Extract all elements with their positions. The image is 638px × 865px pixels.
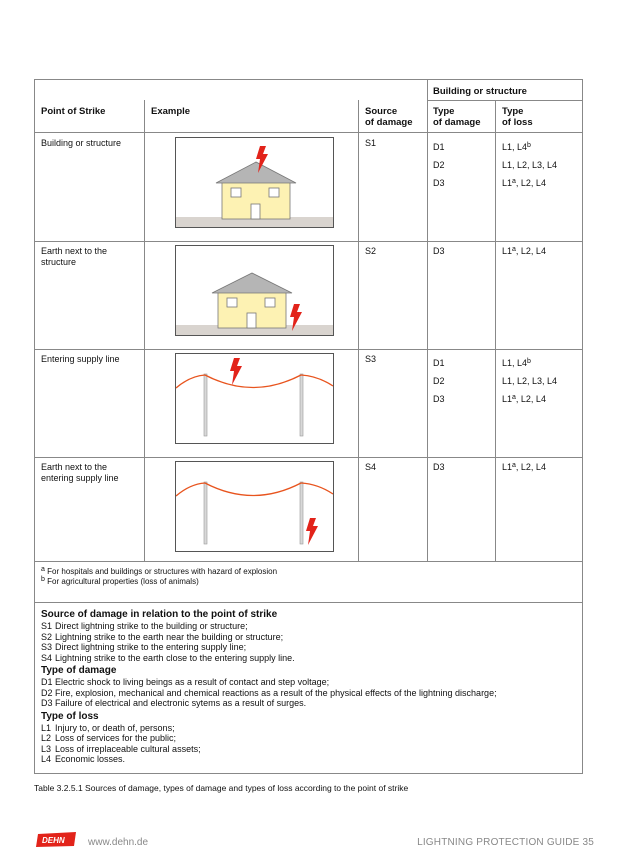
svg-text:DEHN: DEHN <box>42 836 65 845</box>
illustration-strike-earth-near-building <box>175 245 334 336</box>
source-heading: Source of damage in relation to the point of strike <box>41 609 278 620</box>
group-header: Building or structure <box>433 86 527 97</box>
source-code: S1 <box>365 138 377 148</box>
illustration-strike-earth-near-supply-line <box>175 461 334 552</box>
illustration-strike-building <box>175 137 334 228</box>
footer-title: LIGHTNING PROTECTION GUIDE 35 <box>417 837 594 848</box>
point-of-strike: Earth next to the structure <box>41 246 108 267</box>
col-header-source: Source of damage <box>365 106 413 128</box>
loss-types: L1, L4$^b$ L1, L2, L3, L4 L1$^a$, L2, L4 <box>502 358 558 404</box>
loss-types: L1$^a$, L2, L4 <box>502 462 546 472</box>
damage-types: D3 <box>433 462 445 472</box>
footnote-a: $^a$ For hospitals and buildings or structures with hazard of explosion <box>41 566 278 576</box>
illustration-strike-supply-line <box>175 353 334 444</box>
dehn-logo <box>34 830 78 848</box>
point-of-strike: Earth next to the entering supply line <box>41 462 119 483</box>
loss-types: L1$^a$, L2, L4 <box>502 246 546 256</box>
col-header-example: Example <box>151 106 191 117</box>
loss-heading: Type of loss <box>41 710 99 722</box>
loss-types: L1, L4$^b$ L1, L2, L3, L4 L1$^a$, L2, L4 <box>502 142 558 188</box>
damage-table <box>34 79 583 774</box>
damage-types: D3 <box>433 246 445 256</box>
source-code: S4 <box>365 462 377 472</box>
footnotes <box>41 567 277 587</box>
source-code: S3 <box>365 354 377 364</box>
source-code: S2 <box>365 246 377 256</box>
footnote-b: $^b$ For agricultural properties (loss of animals) <box>41 576 199 586</box>
legend-description: Source of damage in relation to the point of strike S1 Direct lightning strike to the building or structure; S2 Lightning strike to the earth near the building or structure; S3 Direct lightning strike to the entering supply line; S4 Lightning strike to the earth close to the entering supply line. Type of damage D1 Electric shock to living beings as a result of contact and step voltage; D2 Fire, explosion, mechanical and chemical reactions as a result of the physical effects of the lightning discharge; D3 Failure of electrical and electronic sytems as a result of surges. Type of loss L1 Injury to, or death of, persons; L2 Loss of services for the public; L3 Loss of irreplaceable cultural assets; L4 Economic losses. <box>41 609 497 764</box>
point-of-strike: Building or structure <box>41 138 122 148</box>
col-header-type-loss: Type of loss <box>502 106 533 128</box>
table-caption: Table 3.2.5.1 Sources of damage, types of damage and types of loss according to the point of strike <box>34 783 409 793</box>
damage-heading: Type of damage <box>41 665 117 676</box>
damage-types: D1 D2 D3 <box>433 142 445 188</box>
point-of-strike: Entering supply line <box>41 354 120 364</box>
col-header-point: Point of Strike <box>41 106 106 117</box>
damage-types: D1 D2 D3 <box>433 358 445 404</box>
footer-url[interactable]: www.dehn.de <box>88 837 149 848</box>
col-header-type-damage: Type of damage <box>433 106 481 128</box>
